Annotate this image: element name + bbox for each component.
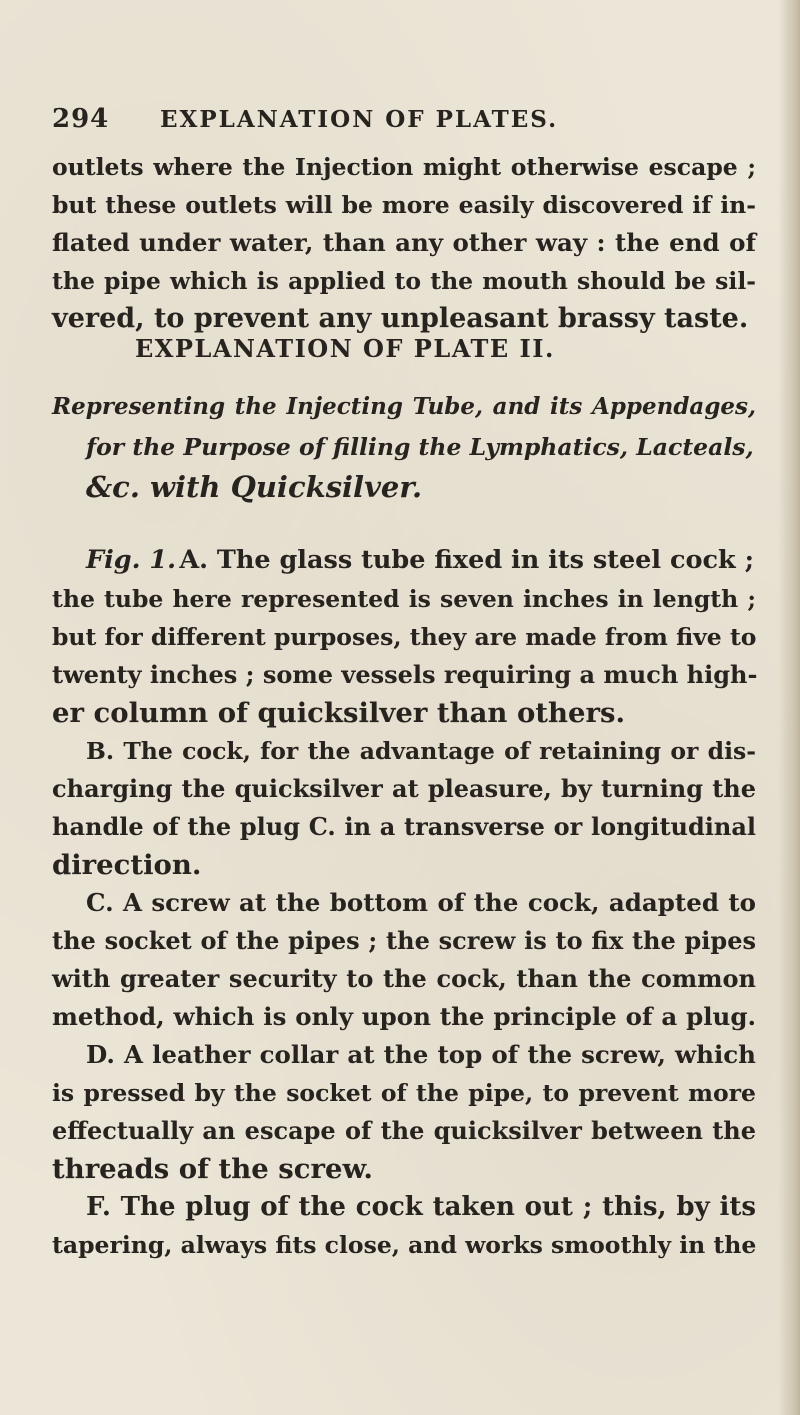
figure-line: the tube here represented is seven inches in length ; — [52, 585, 756, 613]
section-subtitle-line: Representing the Injecting Tube, and its Appendages, — [52, 393, 756, 420]
figure-first-line — [86, 542, 754, 578]
running-head: EXPLANATION OF PLATES. — [160, 106, 559, 133]
intro-line: flated under water, than any other way : the end of — [52, 228, 756, 257]
intro-line: outlets where the Injection might otherwise escape ; — [52, 153, 756, 181]
section-title: EXPLANATION OF PLATE II. — [135, 334, 555, 363]
intro-line: but these outlets will be more easily discovered if in- — [52, 191, 756, 219]
figure-line: er column of quicksilver than others. — [52, 697, 626, 729]
figure-line: but for different purposes, they are made from five to — [52, 623, 757, 651]
figure-line: tapering, always fits close, and works smoothly in the — [52, 1231, 757, 1259]
intro-line: vered, to prevent any unpleasant brassy taste. — [52, 303, 749, 334]
section-subtitle-line: &c. with Quicksilver. — [86, 470, 423, 504]
figure-line: direction. — [52, 849, 202, 881]
section-subtitle-line: for the Purpose of filling the Lymphatics, Lacteals, — [86, 433, 754, 461]
intro-line: the pipe which is applied to the mouth should be sil- — [52, 267, 756, 295]
figure-line: threads of the screw. — [52, 1153, 373, 1185]
figure-first-line-text: A. The glass tube fixed in its steel cock ; — [179, 545, 754, 575]
figure-line: effectually an escape of the quicksilver between the — [52, 1116, 756, 1145]
figure-line: is pressed by the socket of the pipe, to prevent more — [52, 1079, 756, 1107]
figure-line: F. The plug of the cock taken out ; this, by its — [86, 1192, 756, 1222]
page-header — [52, 104, 752, 140]
figure-line: method, which is only upon the principle of a plug. — [52, 1002, 756, 1031]
figure-line: with greater security to the cock, than the common — [52, 964, 756, 993]
figure-line: twenty inches ; some vessels requiring a much high- — [52, 660, 758, 689]
figure-line: C. A screw at the bottom of the cock, adapted to — [86, 888, 756, 917]
figure-line: charging the quicksilver at pleasure, by turning the — [52, 774, 756, 803]
page-number: 294 — [52, 104, 110, 134]
figure-line: handle of the plug C. in a transverse or longitudinal — [52, 812, 756, 841]
figure-label: Fig. 1. — [86, 545, 176, 575]
page-edge-shadow — [778, 0, 800, 1415]
figure-line: D. A leather collar at the top of the screw, which — [86, 1040, 756, 1069]
figure-line: the socket of the pipes ; the screw is to fix the pipes — [52, 926, 756, 955]
figure-line: B. The cock, for the advantage of retaining or dis- — [86, 737, 756, 765]
